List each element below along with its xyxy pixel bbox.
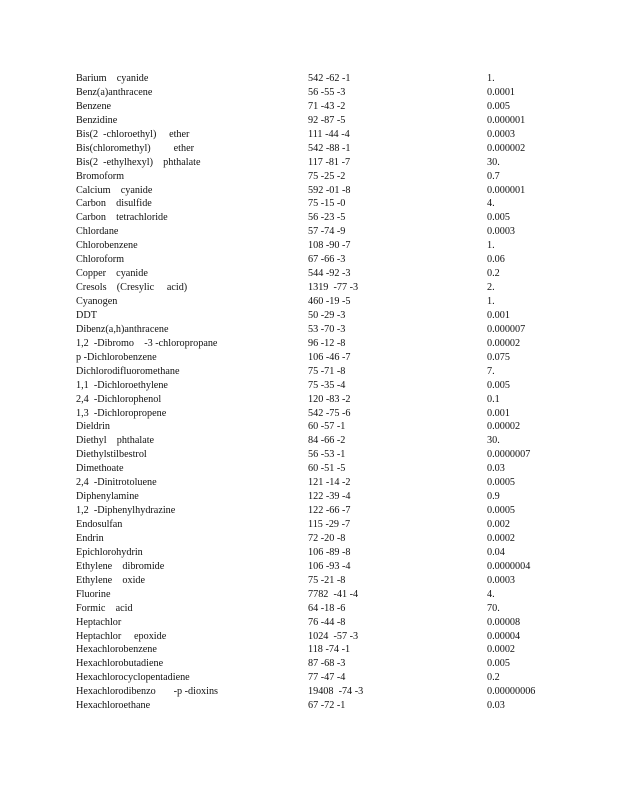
table-row <box>76 434 556 448</box>
table-row <box>76 211 556 225</box>
chemical-name: Diethyl phthalate <box>76 435 155 447</box>
table-row <box>76 616 556 630</box>
table-row <box>76 504 556 518</box>
table-row <box>76 128 556 142</box>
table-row <box>76 588 556 602</box>
chemical-name: Endosulfan <box>76 519 123 530</box>
chemical-name: Benzene <box>76 100 112 112</box>
cas-number: 77 -47 -4 <box>308 672 346 684</box>
table-row <box>76 100 556 114</box>
cas-number: 111 -44 -4 <box>308 128 350 140</box>
cas-number: 118 -74 -1 <box>308 644 351 656</box>
cas-number: 592 -01 -8 <box>308 184 351 196</box>
limit-value: 30. <box>487 435 500 447</box>
cas-number: 75 -35 -4 <box>308 379 346 391</box>
table-row <box>76 532 556 546</box>
limit-value: 0.000001 <box>487 184 526 196</box>
limit-value: 0.0005 <box>487 505 516 517</box>
cas-number: 106 -46 -7 <box>308 351 351 363</box>
table-row <box>76 407 556 421</box>
cas-number: 56 -53 -1 <box>308 449 346 461</box>
table-row <box>76 546 556 560</box>
cas-number: 75 -21 -8 <box>308 574 346 586</box>
cas-number: 19408 -74 -3 <box>308 686 364 698</box>
chemical-name: Hexachlorobutadiene <box>76 658 164 670</box>
chemical-name: Hexachlorocyclopentadiene <box>76 672 190 684</box>
chemical-name: Heptachlor epoxide <box>76 630 167 642</box>
table-row <box>76 295 556 309</box>
limit-value: 0.04 <box>487 546 505 558</box>
table-row <box>76 225 556 239</box>
chemical-name: Hexachlorodibenzo -p -dioxins <box>76 686 219 698</box>
limit-value: 0.7 <box>487 170 500 182</box>
table-row <box>76 239 556 253</box>
cas-number: 1024 -57 -3 <box>308 630 359 642</box>
limit-value: 0.000002 <box>487 142 526 154</box>
cas-number: 72 -20 -8 <box>308 532 346 544</box>
chemical-name: Heptachlor <box>76 616 122 628</box>
table-row <box>76 86 556 100</box>
cas-number: 544 -92 -3 <box>308 268 351 280</box>
chemical-name: Ethylene oxide <box>76 574 146 586</box>
chemical-name: 2,4 -Dinitrotoluene <box>76 477 157 489</box>
chemical-name: Ethylene dibromide <box>76 560 165 572</box>
limit-value: 0.005 <box>487 658 510 670</box>
chemical-name: Copper cyanide <box>76 268 148 280</box>
chemical-name: Hexachlorobenzene <box>76 644 157 656</box>
cas-number: 92 -87 -5 <box>308 114 346 126</box>
chemical-table <box>76 72 556 713</box>
cas-number: 121 -14 -2 <box>308 477 351 489</box>
chemical-name: Cyanogen <box>76 296 118 307</box>
chemical-name: Dibenz(a,h)anthracene <box>76 323 169 335</box>
cas-number: 106 -93 -4 <box>308 560 351 572</box>
chemical-name: Bis(2 -chloroethyl) ether <box>76 128 190 140</box>
cas-number: 67 -72 -1 <box>308 700 346 712</box>
table-row <box>76 420 556 434</box>
limit-value: 0.0000004 <box>487 560 531 572</box>
chemical-name: Calcium cyanide <box>76 184 153 196</box>
chemical-name: Chlordane <box>76 226 119 238</box>
limit-value: 0.005 <box>487 379 510 391</box>
table-row <box>76 393 556 407</box>
table-row <box>76 560 556 574</box>
cas-number: 56 -23 -5 <box>308 212 346 224</box>
table-row <box>76 671 556 685</box>
chemical-name: 1,2 -Diphenylhydrazine <box>76 505 176 517</box>
cas-number: 122 -39 -4 <box>308 491 351 503</box>
cas-number: 64 -18 -6 <box>308 602 346 614</box>
cas-number: 53 -70 -3 <box>308 323 346 335</box>
chemical-name: Epichlorohydrin <box>76 546 143 558</box>
chemical-name: 1,1 -Dichloroethylene <box>76 379 168 391</box>
chemical-name: 1,2 -Dibromo -3 -chloropropane <box>76 337 218 349</box>
limit-value: 7. <box>487 365 495 377</box>
chemical-name: Dichlorodifluoromethane <box>76 365 180 377</box>
cas-number: 84 -66 -2 <box>308 435 346 447</box>
chemical-name: DDT <box>76 309 97 321</box>
cas-number: 75 -15 -0 <box>308 198 346 210</box>
limit-value: 0.075 <box>487 351 510 363</box>
table-row <box>76 267 556 281</box>
cas-number: 96 -12 -8 <box>308 337 346 349</box>
cas-number: 460 -19 -5 <box>308 296 351 307</box>
limit-value: 0.001 <box>487 309 510 321</box>
limit-value: 0.00002 <box>487 337 521 349</box>
chemical-name: Bis(chloromethyl) ether <box>76 142 194 154</box>
limit-value: 0.00004 <box>487 630 521 642</box>
chemical-name: Chlorobenzene <box>76 240 138 252</box>
limit-value: 1. <box>487 240 495 252</box>
table-row <box>76 197 556 211</box>
table-row <box>76 699 556 713</box>
table-row <box>76 476 556 490</box>
cas-number: 87 -68 -3 <box>308 658 346 670</box>
limit-value: 0.1 <box>487 393 500 405</box>
limit-value: 0.2 <box>487 268 500 280</box>
cas-number: 542 -75 -6 <box>308 407 351 419</box>
table-row <box>76 490 556 504</box>
limit-value: 0.002 <box>487 519 510 530</box>
limit-value: 0.06 <box>487 254 505 266</box>
table-row <box>76 602 556 616</box>
limit-value: 0.005 <box>487 100 510 112</box>
table-row <box>76 142 556 156</box>
limit-value: 0.0002 <box>487 532 516 544</box>
cas-number: 75 -71 -8 <box>308 365 346 377</box>
chemical-name: Hexachloroethane <box>76 700 151 712</box>
chemical-name: Dimethoate <box>76 463 124 475</box>
limit-value: 0.00002 <box>487 421 521 433</box>
table-row <box>76 643 556 657</box>
limit-value: 0.03 <box>487 700 505 712</box>
limit-value: 0.00008 <box>487 616 521 628</box>
chemical-name: p -Dichlorobenzene <box>76 351 157 363</box>
limit-value: 0.2 <box>487 672 500 684</box>
cas-number: 120 -83 -2 <box>308 393 351 405</box>
limit-value: 1. <box>487 296 495 307</box>
table-row <box>76 365 556 379</box>
limit-value: 0.0003 <box>487 128 516 140</box>
table-row <box>76 685 556 699</box>
limit-value: 1. <box>487 73 495 84</box>
limit-value: 4. <box>487 588 495 600</box>
table-row <box>76 253 556 267</box>
limit-value: 0.03 <box>487 463 505 475</box>
chemical-name: Barium cyanide <box>76 73 149 84</box>
chemical-name: Benz(a)anthracene <box>76 86 153 98</box>
cas-number: 542 -88 -1 <box>308 142 351 154</box>
table-row <box>76 518 556 532</box>
cas-number: 106 -89 -8 <box>308 546 351 558</box>
chemical-name: Endrin <box>76 532 104 544</box>
limit-value: 4. <box>487 198 495 210</box>
cas-number: 60 -51 -5 <box>308 463 346 475</box>
limit-value: 0.0003 <box>487 574 516 586</box>
cas-number: 50 -29 -3 <box>308 309 346 321</box>
limit-value: 0.0003 <box>487 226 516 238</box>
table-row <box>76 630 556 644</box>
limit-value: 0.0002 <box>487 644 516 656</box>
cas-number: 7782 -41 -4 <box>308 588 359 600</box>
chemical-name: Chloroform <box>76 254 125 266</box>
cas-number: 542 -62 -1 <box>308 73 351 84</box>
table-row <box>76 156 556 170</box>
table-row <box>76 448 556 462</box>
cas-number: 122 -66 -7 <box>308 505 351 517</box>
cas-number: 76 -44 -8 <box>308 616 346 628</box>
chemical-name: 2,4 -Dichlorophenol <box>76 393 162 405</box>
chemical-name: Bis(2 -ethylhexyl) phthalate <box>76 156 201 168</box>
table-row <box>76 281 556 295</box>
limit-value: 0.00000006 <box>487 686 536 698</box>
table-row <box>76 337 556 351</box>
limit-value: 0.005 <box>487 212 510 224</box>
chemical-name: Fluorine <box>76 588 111 600</box>
chemical-name: Benzidine <box>76 114 118 126</box>
cas-number: 108 -90 -7 <box>308 240 351 252</box>
cas-number: 71 -43 -2 <box>308 100 346 112</box>
limit-value: 0.0005 <box>487 477 516 489</box>
cas-number: 56 -55 -3 <box>308 86 346 98</box>
cas-number: 57 -74 -9 <box>308 226 346 238</box>
cas-number: 75 -25 -2 <box>308 170 346 182</box>
chemical-name: Bromoform <box>76 170 125 182</box>
limit-value: 0.0001 <box>487 86 516 98</box>
table-row <box>76 309 556 323</box>
table-row <box>76 379 556 393</box>
cas-number: 115 -29 -7 <box>308 519 351 530</box>
table-row <box>76 351 556 365</box>
table-row <box>76 657 556 671</box>
table-row <box>76 72 556 86</box>
chemical-name: Cresols (Cresylic acid) <box>76 282 188 294</box>
limit-value: 30. <box>487 156 500 168</box>
cas-number: 67 -66 -3 <box>308 254 346 266</box>
chemical-name: Carbon tetrachloride <box>76 212 168 224</box>
table-row <box>76 184 556 198</box>
chemical-name: Carbon disulfide <box>76 198 152 210</box>
chemical-name: 1,3 -Dichloropropene <box>76 407 167 419</box>
limit-value: 70. <box>487 602 500 614</box>
limit-value: 0.000001 <box>487 114 526 126</box>
limit-value: 0.001 <box>487 407 510 419</box>
limit-value: 0.9 <box>487 491 500 503</box>
limit-value: 0.0000007 <box>487 449 531 461</box>
limit-value: 0.000007 <box>487 323 526 335</box>
cas-number: 117 -81 -7 <box>308 156 351 168</box>
table-row <box>76 170 556 184</box>
table-row <box>76 462 556 476</box>
chemical-name: Diethylstilbestrol <box>76 449 147 461</box>
cas-number: 1319 -77 -3 <box>308 282 359 294</box>
table-row <box>76 574 556 588</box>
cas-number: 60 -57 -1 <box>308 421 346 433</box>
chemical-name: Dieldrin <box>76 421 110 433</box>
table-row <box>76 323 556 337</box>
limit-value: 2. <box>487 282 495 294</box>
table-row <box>76 114 556 128</box>
chemical-name: Diphenylamine <box>76 491 139 503</box>
chemical-name: Formic acid <box>76 602 133 614</box>
